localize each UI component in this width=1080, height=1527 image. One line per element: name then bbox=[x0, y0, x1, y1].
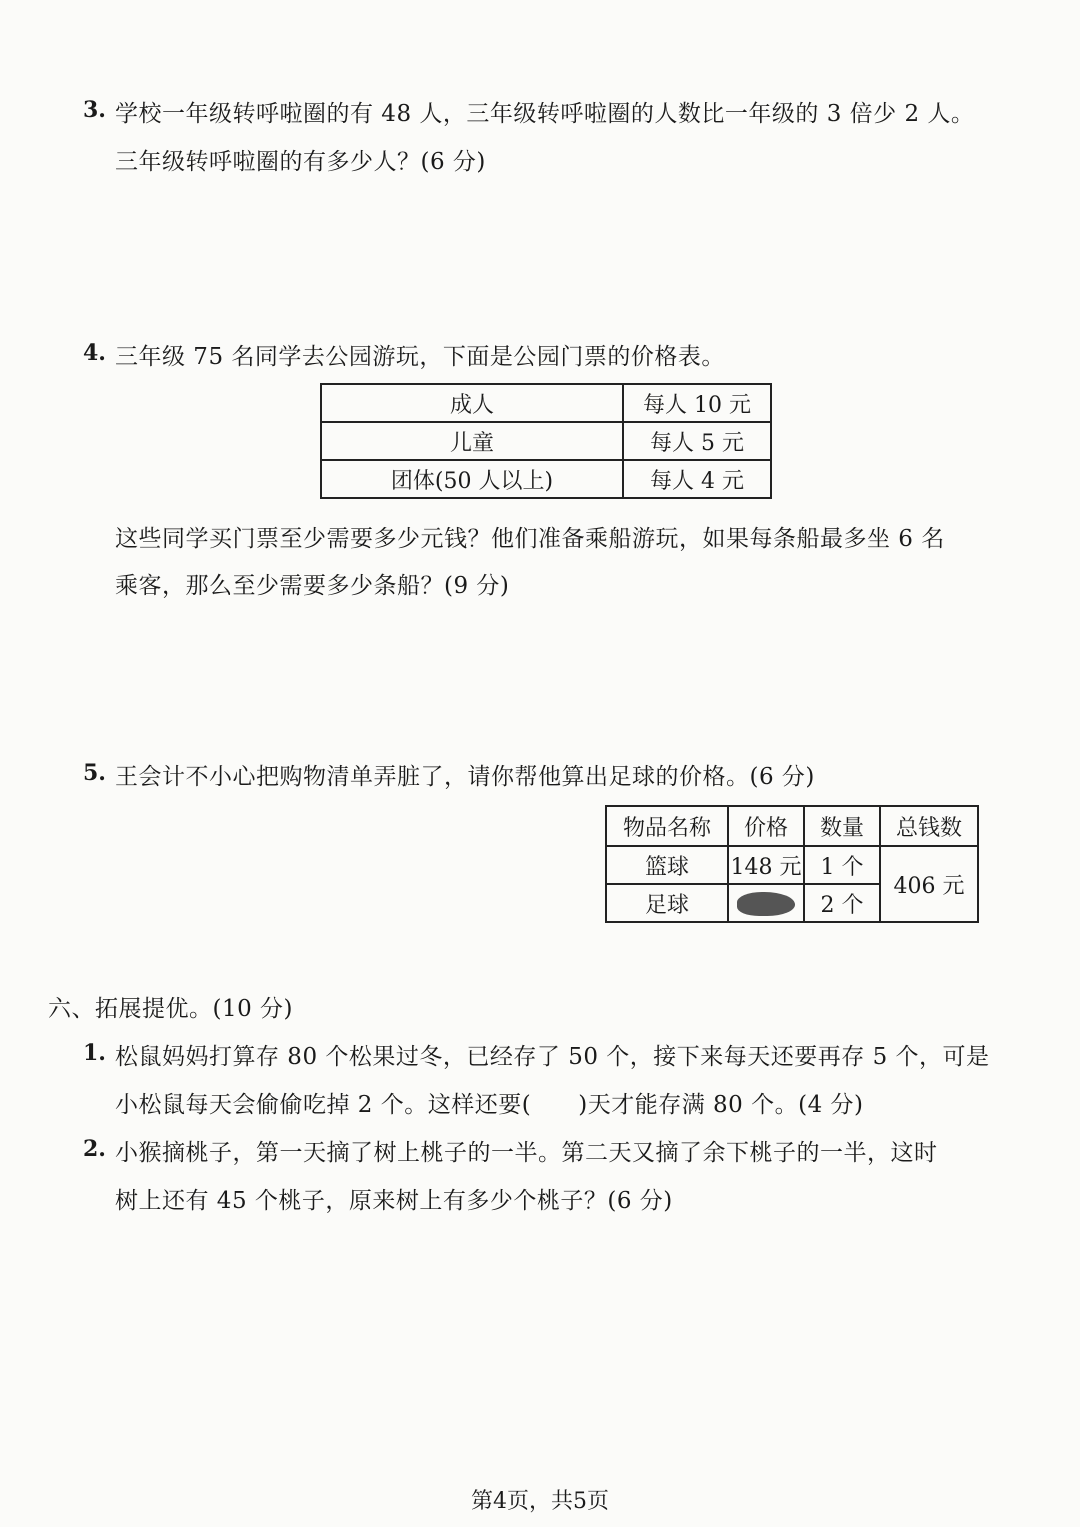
q4-text-line3: 乘客，那么至少需要多少条船？(9 分) bbox=[115, 573, 510, 599]
item-name-cell: 足球 bbox=[606, 884, 728, 922]
item-price-cell: 148 元 bbox=[728, 846, 804, 884]
s6-q1-number: 1. bbox=[83, 1040, 106, 1066]
shopping-list-table bbox=[605, 805, 979, 923]
s6-q2-text-line1: 小猴摘桃子，第一天摘了树上桃子的一半。第二天又摘了余下桃子的一半，这时 bbox=[115, 1140, 938, 1166]
header-total: 总钱数 bbox=[880, 806, 978, 846]
s6-q2-text-line2: 树上还有 45 个桃子，原来树上有多少个桃子？(6 分) bbox=[115, 1188, 673, 1214]
table-header-row bbox=[606, 806, 978, 846]
ticket-price-cell: 每人 4 元 bbox=[623, 460, 771, 498]
q3-number: 3. bbox=[83, 97, 106, 123]
table-row bbox=[321, 460, 771, 498]
header-quantity: 数量 bbox=[804, 806, 880, 846]
table-row bbox=[606, 846, 978, 884]
q5-text-line1: 王会计不小心把购物清单弄脏了，请你帮他算出足球的价格。(6 分) bbox=[115, 764, 815, 790]
q4-text-line2: 这些同学买门票至少需要多少元钱？他们准备乘船游玩，如果每条船最多坐 6 名 bbox=[115, 526, 945, 552]
q4-number: 4. bbox=[83, 340, 106, 366]
q4-text-line1: 三年级 75 名同学去公园游玩，下面是公园门票的价格表。 bbox=[115, 344, 725, 370]
page-footer: 第4页，共5页 bbox=[471, 1489, 609, 1514]
q3-text-line1: 学校一年级转呼啦圈的有 48 人，三年级转呼啦圈的人数比一年级的 3 倍少 2 人。 bbox=[115, 101, 975, 127]
item-quantity-cell: 2 个 bbox=[804, 884, 880, 922]
item-name-cell: 篮球 bbox=[606, 846, 728, 884]
ticket-type-cell: 儿童 bbox=[321, 422, 623, 460]
ticket-type-cell: 团体(50 人以上) bbox=[321, 460, 623, 498]
ticket-type-cell: 成人 bbox=[321, 384, 623, 422]
table-row bbox=[321, 384, 771, 422]
q3-text-line2: 三年级转呼啦圈的有多少人？(6 分) bbox=[115, 149, 486, 175]
header-item-name: 物品名称 bbox=[606, 806, 728, 846]
item-quantity-cell: 1 个 bbox=[804, 846, 880, 884]
ink-smudge-icon bbox=[737, 892, 795, 916]
s6-q2-number: 2. bbox=[83, 1136, 106, 1162]
ticket-price-cell: 每人 10 元 bbox=[623, 384, 771, 422]
table-row bbox=[321, 422, 771, 460]
s6-q1-text-line2: 小松鼠每天会偷偷吃掉 2 个。这样还要( )天才能存满 80 个。(4 分) bbox=[115, 1092, 864, 1118]
smudged-price-cell bbox=[728, 884, 804, 922]
ticket-price-table bbox=[320, 383, 772, 499]
total-cell: 406 元 bbox=[880, 846, 978, 922]
s6-q1-text-line1: 松鼠妈妈打算存 80 个松果过冬，已经存了 50 个，接下来每天还要再存 5 个，可是 bbox=[115, 1044, 990, 1070]
section6-title: 六、拓展提优。(10 分) bbox=[48, 996, 294, 1022]
q5-number: 5. bbox=[83, 760, 106, 786]
header-price: 价格 bbox=[728, 806, 804, 846]
ticket-price-cell: 每人 5 元 bbox=[623, 422, 771, 460]
